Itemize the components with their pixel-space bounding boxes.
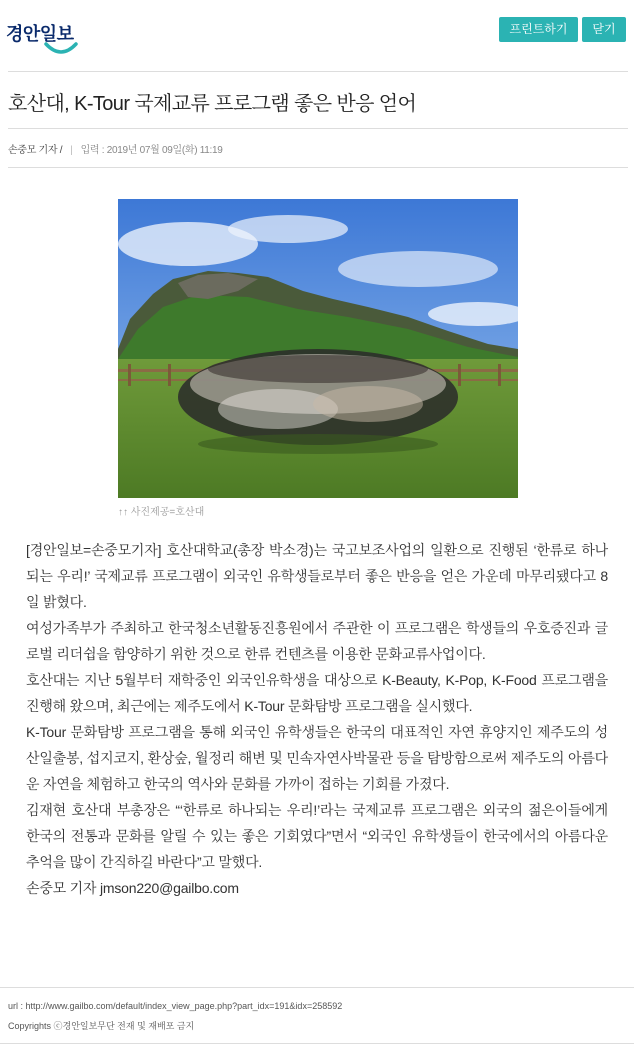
article-meta xyxy=(8,141,223,156)
photo-caption: ↑↑ 사진제공=호산대 xyxy=(118,507,205,518)
byline: 손중모 기자 jmson220@gailbo.com xyxy=(26,880,239,896)
header xyxy=(0,0,634,62)
divider xyxy=(8,167,628,168)
close-button[interactable]: 닫기 xyxy=(582,17,626,42)
divider xyxy=(8,71,628,72)
body-paragraph: K-Tour 문화탐방 프로그램을 통해 외국인 유학생들은 한국의 대표적인 자연 휴양지인 제주도의 성산일출봉, 섭지코지, 환상숲, 월정리 해변 및 민속자연사박물관 등을 탐방함으로써 제주도의 아름다운 자연을 체험하고 한국의 역사와 문화를 가까이 접하는 기회를 가졌다. xyxy=(26,724,608,792)
body-paragraph: [경안일보=손중모기자] 호산대학교(총장 박소경)는 국고보조사업의 일환으로 진행된 ‘한류로 하나되는 우리!’ 국제교류 프로그램이 외국인 유학생들로부터 좋은 반응을 얻은 가운데 마무리됐다고 8일 밝혔다. xyxy=(26,542,608,610)
article-url: url : http://www.gailbo.com/default/index_view_page.php?part_idx=191&idx=258592 xyxy=(8,1001,343,1011)
logo-text: 경안일보 xyxy=(6,24,74,44)
body-paragraph: 호산대는 지난 5월부터 재학중인 외국인유학생을 대상으로 K-Beauty, K-Pop, K-Food 프로그램을 진행해 왔으며, 최근에는 제주도에서 K-Tour 문화탐방 프로그램을 실시했다. xyxy=(26,672,608,714)
copyright-notice: Copyrights ⓒ경안일보무단 전재 및 재배포 금지 xyxy=(8,1021,195,1031)
article-date: 입력 : 2019년 07월 09일(화) 11:19 xyxy=(80,145,223,156)
meta-separator: | xyxy=(70,145,73,156)
divider xyxy=(0,1043,634,1044)
article-photo xyxy=(118,199,518,498)
divider xyxy=(8,128,628,129)
logo-arc-icon xyxy=(44,42,78,56)
article-author: 손중모 기자 / xyxy=(8,145,63,156)
site-logo[interactable] xyxy=(6,8,96,52)
divider xyxy=(0,987,634,988)
article-title: 호산대, K-Tour 국제교류 프로그램 좋은 반응 얻어 xyxy=(8,93,417,115)
group-photo-image xyxy=(118,199,518,498)
print-button[interactable]: 프린트하기 xyxy=(499,17,578,42)
body-paragraph: 김재현 호산대 부총장은 “‘한류로 하나되는 우리!’라는 국제교류 프로그램은 외국의 젊은이들에게 한국의 전통과 문화를 알릴 수 있는 좋은 기회였다”면서 “외국인 유학생들이 한국에서의 아름다운 추억을 많이 간직하길 바란다”고 말했다. xyxy=(26,802,608,870)
article-body xyxy=(26,537,608,901)
body-paragraph: 여성가족부가 주최하고 한국청소년활동진흥원에서 주관한 이 프로그램은 학생들의 우호증진과 글로벌 리더쉽을 함양하기 위한 것으로 한류 컨텐츠를 이용한 문화교류사업이다. xyxy=(26,620,608,662)
header-buttons xyxy=(499,17,626,42)
